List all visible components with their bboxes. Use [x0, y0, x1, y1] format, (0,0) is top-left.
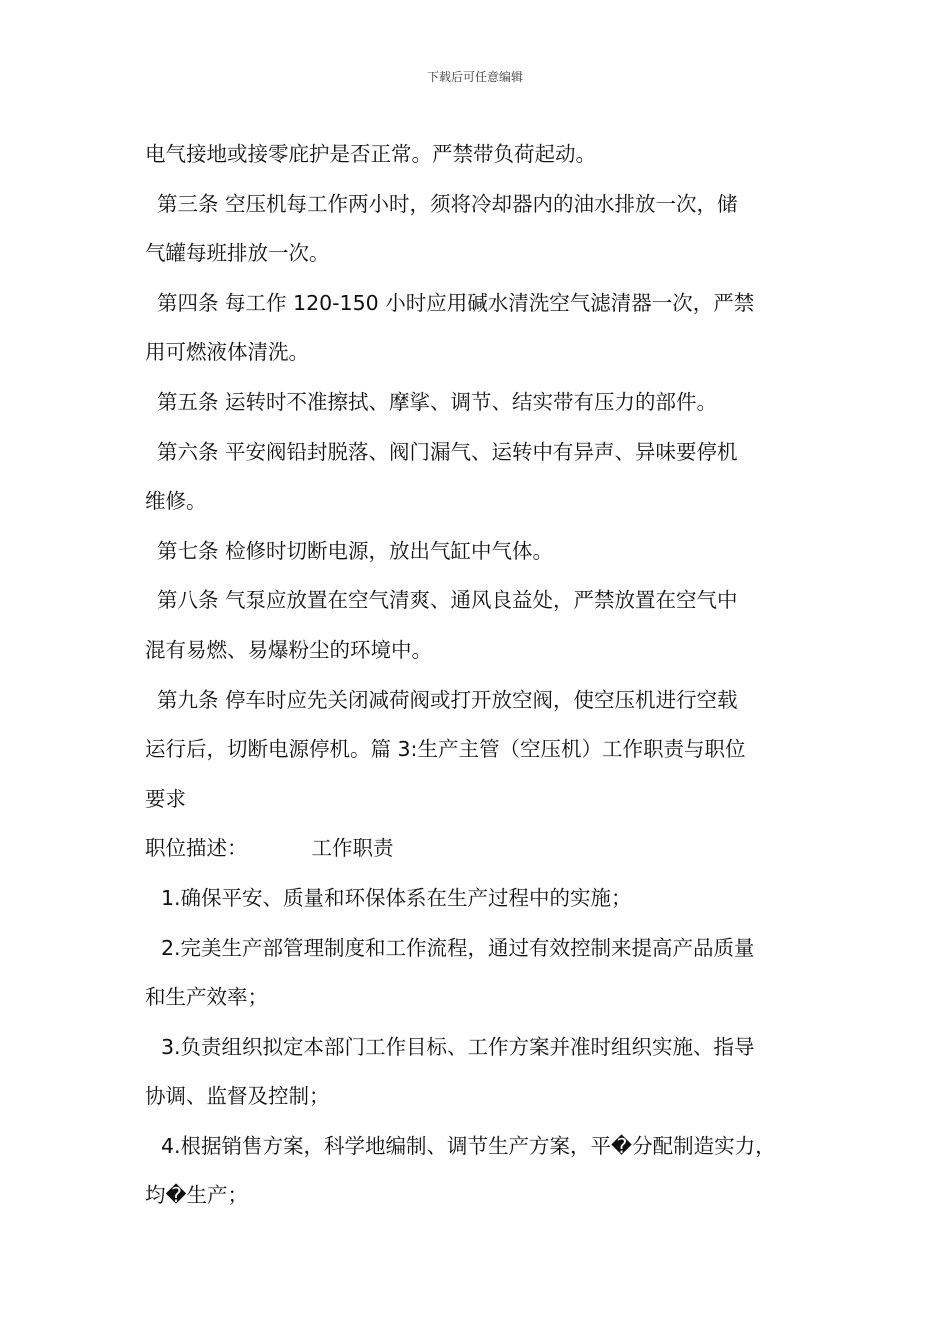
text-line: 第五条 运转时不准擦拭、摩挲、调节、结实带有压力的部件。 [157, 389, 718, 414]
list-item: 4.根据销售方案，科学地编制、调节生产方案，平�分配制造实力， [161, 1133, 776, 1158]
list-item: 2.完美生产部管理制度和工作流程，通过有效控制来提高产品质量 [161, 935, 755, 960]
text-line: 第六条 平安阀铅封脱落、阀门漏气、运转中有异声、异味要停机 [157, 439, 738, 464]
position-label: 职位描述： [145, 836, 248, 861]
list-item: 均�生产； [145, 1183, 249, 1208]
text-line: 要求 [145, 786, 186, 811]
list-item: 3.负责组织拟定本部门工作目标、工作方案并准时组织实施、指导 [161, 1034, 755, 1059]
text-line: 第八条 气泵应放置在空气清爽、通风良益处，严禁放置在空气中 [157, 588, 738, 613]
text-line: 电气接地或接零庇护是否正常。严禁带负荷起动。 [145, 142, 596, 166]
text-line: 第四条 每工作 120-150 小时应用碱水清洗空气滤清器一次，严禁 [157, 290, 755, 315]
text-line: 用可燃液体清洗。 [145, 340, 309, 365]
text-line: 运行后，切断电源停机。篇 3:生产主管（空压机）工作职责与职位 [145, 737, 746, 762]
position-description-line [145, 824, 825, 874]
text-line: 维修。 [145, 489, 207, 514]
list-item: 协调、监督及控制； [145, 1084, 330, 1109]
position-value: 工作职责 [311, 836, 394, 861]
text-line: 混有易燃、易爆粉尘的环境中。 [145, 637, 432, 662]
page-header: 下载后可任意编辑 [426, 70, 523, 84]
text-line: 气罐每班排放一次。 [145, 241, 330, 266]
text-line: 第七条 检修时切断电源，放出气缸中气体。 [157, 538, 554, 563]
list-item: 和生产效率； [145, 985, 268, 1010]
text-line: 第三条 空压机每工作两小时，须将冷却器内的油水排放一次，储 [157, 191, 738, 216]
text-line: 第九条 停车时应先关闭减荷阀或打开放空阀，使空压机进行空载 [157, 687, 738, 712]
document-body [145, 130, 825, 1221]
list-item: 1.确保平安、质量和环保体系在生产过程中的实施； [161, 885, 632, 910]
